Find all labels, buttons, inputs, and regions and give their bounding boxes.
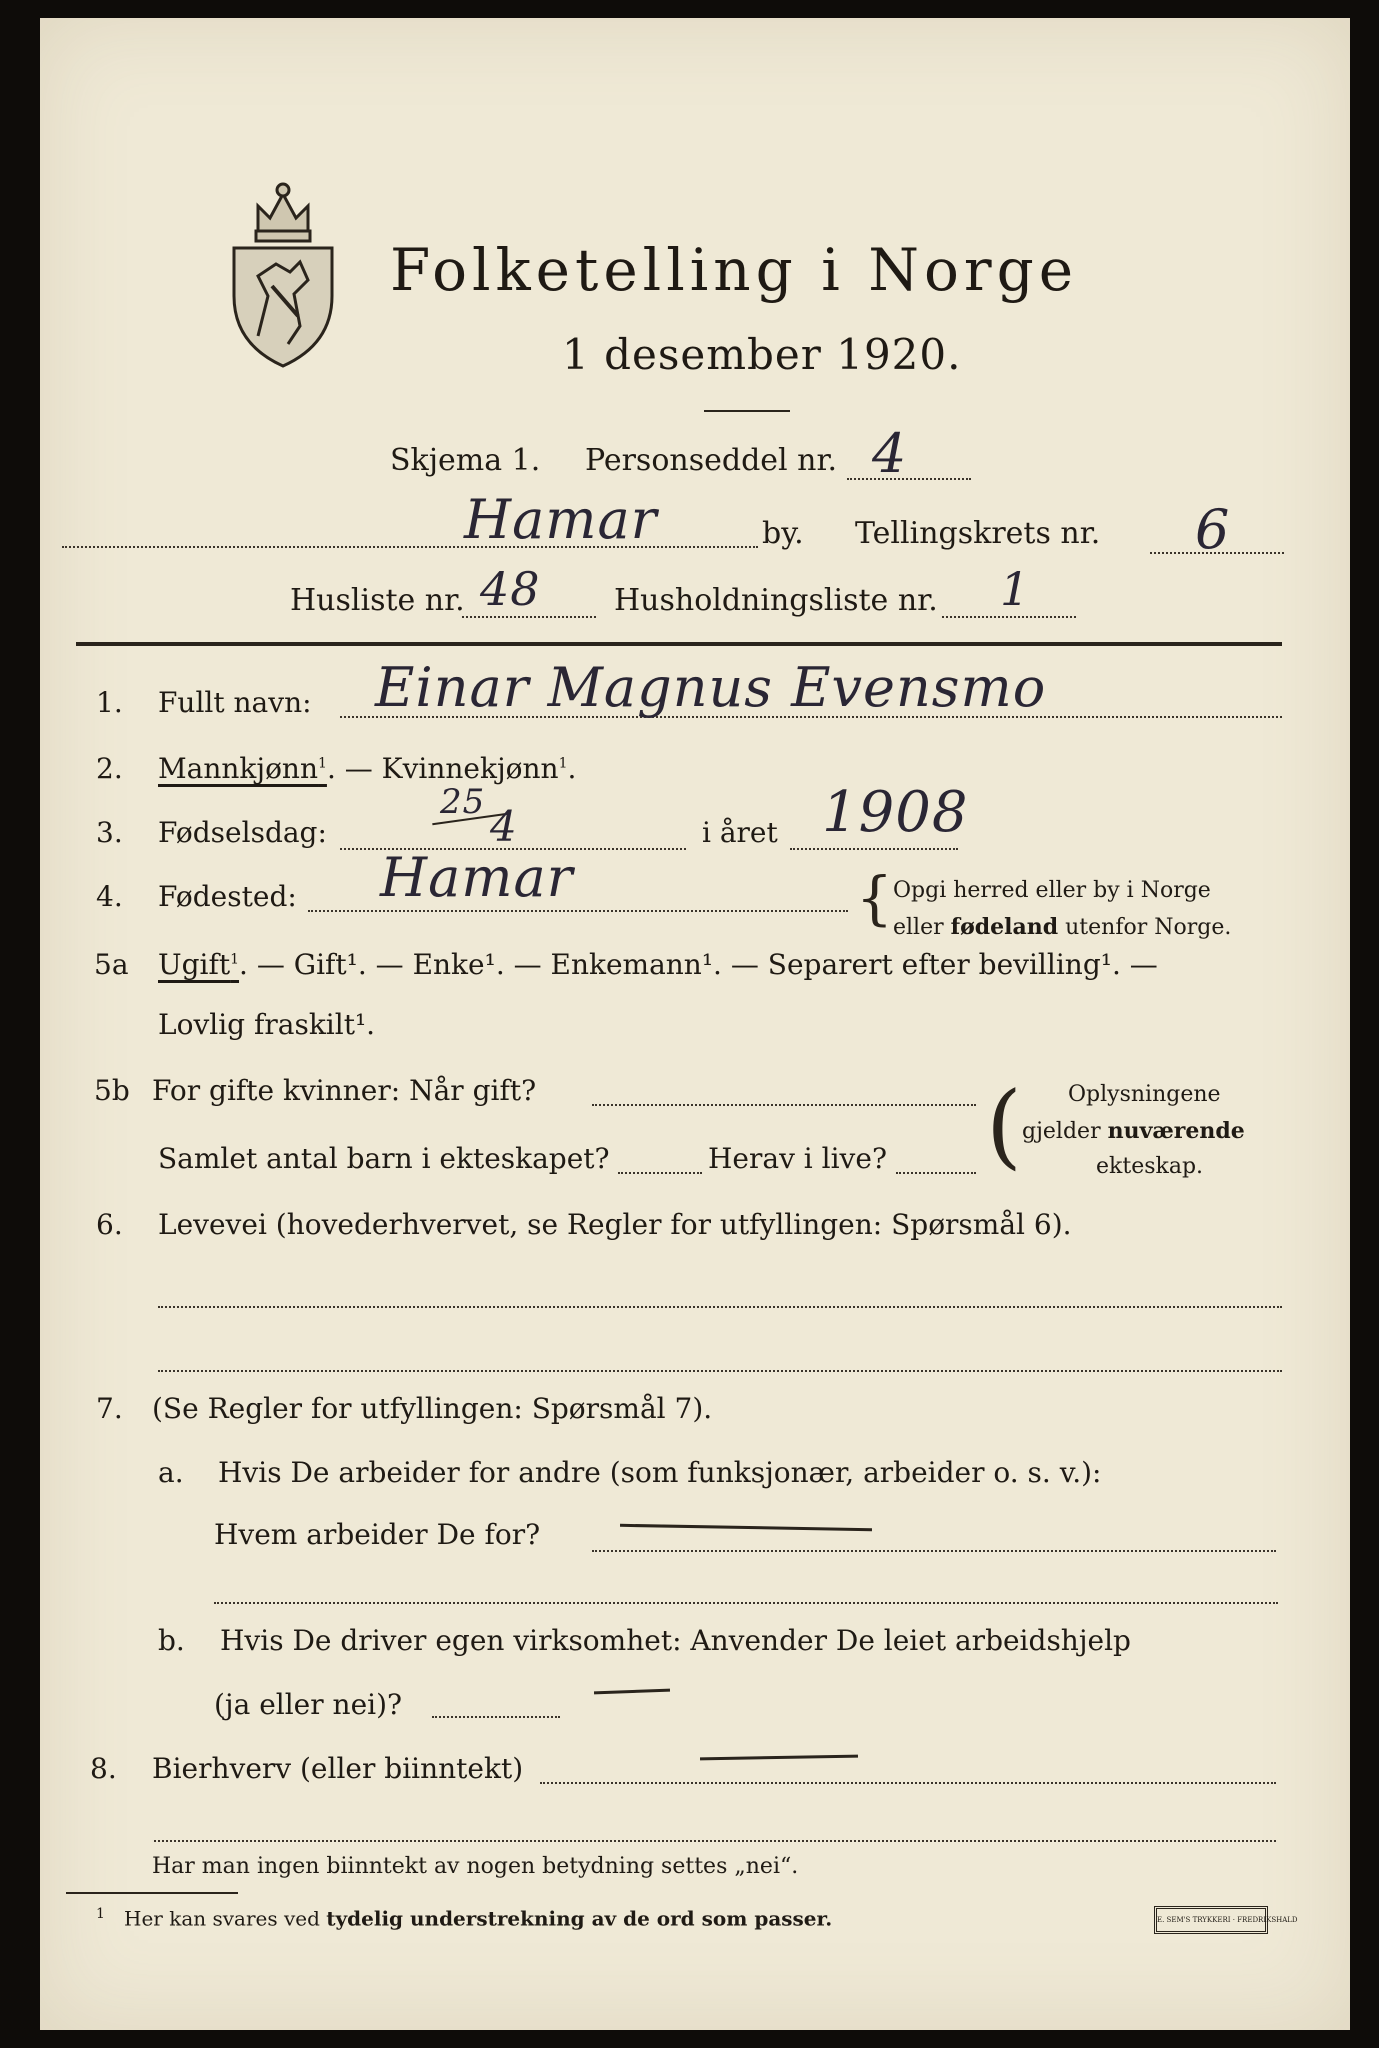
q7a-line-2: Hvem arbeider De for? bbox=[214, 1518, 541, 1551]
year-label: i året bbox=[702, 816, 778, 849]
footnote: $^1$ Her kan svares ved tydelig understrekning av de ord som passer. bbox=[96, 1906, 833, 1931]
by-value[interactable]: Hamar bbox=[464, 488, 658, 551]
q5b-children-line bbox=[618, 1172, 702, 1174]
q5a-other-options[interactable]: . — Gift¹. — Enke¹. — Enkemann¹. — Separert efter bevilling¹. — bbox=[239, 948, 1158, 981]
tellingskrets-value[interactable]: 6 bbox=[1195, 498, 1231, 561]
q6-number: 6. bbox=[96, 1208, 123, 1241]
q4-note-2: eller fødeland utenfor Norge. bbox=[893, 914, 1232, 940]
q5b-note-2: gjelder nuværende bbox=[1022, 1118, 1245, 1144]
husholdning-value[interactable]: 1 bbox=[1000, 562, 1031, 616]
personseddel-value[interactable]: 4 bbox=[872, 422, 908, 485]
census-date: 1 desember 1920. bbox=[562, 330, 962, 379]
q8-number: 8. bbox=[90, 1752, 117, 1785]
tellingskrets-label: Tellingskrets nr. bbox=[855, 516, 1101, 551]
q6-label: Levevei (hovederhvervet, se Regler for utfyllingen: Spørsmål 6). bbox=[158, 1208, 1072, 1241]
q5a-options bbox=[158, 948, 1158, 981]
title-divider bbox=[704, 410, 790, 412]
q6-line-1 bbox=[158, 1306, 1282, 1308]
q5b-alive-line bbox=[896, 1172, 976, 1174]
husholdning-label: Husholdningsliste nr. bbox=[614, 583, 938, 618]
q3-label: Fødselsdag: bbox=[158, 816, 327, 849]
q4-note-1: Opgi herred eller by i Norge bbox=[893, 878, 1211, 903]
footnote-divider bbox=[66, 1892, 238, 1894]
q5b-label-3: Herav i live? bbox=[708, 1142, 887, 1175]
printer-stamp: E. SEM'S TRYKKERI · FREDRIKSHALD bbox=[1154, 1906, 1268, 1934]
q7a-line-1: Hvis De arbeider for andre (som funksjonær, arbeider o. s. v.): bbox=[218, 1456, 1102, 1489]
q6-line-2 bbox=[158, 1370, 1282, 1372]
birthplace-value[interactable]: Hamar bbox=[380, 846, 574, 909]
q8-line-2 bbox=[154, 1840, 1276, 1842]
q7-label: (Se Regler for utfyllingen: Spørsmål 7). bbox=[152, 1392, 713, 1425]
q5b-label-1: For gifte kvinner: Når gift? bbox=[152, 1074, 537, 1107]
q5b-brace: ( bbox=[986, 1072, 1022, 1179]
form-title: Folketelling i Norge bbox=[390, 236, 1079, 304]
q7b-answer-line bbox=[432, 1716, 560, 1718]
personseddel-label: Personseddel nr. bbox=[585, 443, 838, 478]
option-mannkjonn[interactable]: Mannkjønn$^1$ bbox=[158, 752, 327, 785]
birth-day-value[interactable]: 25 bbox=[440, 782, 486, 822]
q7a-employer-line bbox=[592, 1550, 1276, 1552]
q7a-letter: a. bbox=[158, 1456, 184, 1489]
q4-label: Fødested: bbox=[158, 880, 297, 913]
full-name-value[interactable]: Einar Magnus Evensmo bbox=[375, 656, 1047, 719]
q4-line bbox=[308, 910, 848, 912]
q5b-note-3: ekteskap. bbox=[1096, 1154, 1204, 1179]
husliste-line bbox=[462, 616, 596, 618]
biinntekt-note: Har man ingen biinntekt av nogen betydning settes „nei“. bbox=[152, 1854, 799, 1879]
coat-of-arms-icon bbox=[228, 176, 338, 372]
husliste-value[interactable]: 48 bbox=[480, 562, 541, 616]
q5a-number: 5a bbox=[94, 948, 129, 981]
q4-brace: { bbox=[856, 864, 893, 932]
skjema-label: Skjema 1. bbox=[390, 443, 541, 478]
birth-year-value[interactable]: 1908 bbox=[822, 780, 969, 845]
q5b-note-1: Oplysningene bbox=[1068, 1082, 1221, 1107]
birth-month-value[interactable]: 4 bbox=[490, 802, 518, 851]
q1-number: 1. bbox=[96, 686, 123, 719]
option-lovlig-fraskilt[interactable]: Lovlig fraskilt¹. bbox=[158, 1008, 376, 1041]
husholdning-line bbox=[942, 616, 1076, 618]
q3-number: 3. bbox=[96, 816, 123, 849]
q5b-number: 5b bbox=[94, 1074, 130, 1107]
by-label: by. bbox=[762, 516, 804, 551]
option-kvinnekjonn[interactable]: Kvinnekjønn$^1$ bbox=[381, 752, 568, 785]
q4-number: 4. bbox=[96, 880, 123, 913]
q2-options: Mannkjønn$^1$. — Kvinnekjønn$^1$. bbox=[158, 752, 577, 785]
q1-label: Fullt navn: bbox=[158, 686, 312, 719]
q5b-label-2: Samlet antal barn i ekteskapet? bbox=[158, 1142, 610, 1175]
q2-number: 2. bbox=[96, 752, 123, 785]
q5b-married-line bbox=[592, 1104, 976, 1106]
husliste-label: Husliste nr. bbox=[290, 583, 465, 618]
q7-number: 7. bbox=[96, 1392, 123, 1425]
header-divider bbox=[76, 642, 1282, 646]
q7b-line-2: (ja eller nei)? bbox=[214, 1688, 403, 1721]
q3-year-line bbox=[790, 848, 958, 850]
q8-label: Bierhverv (eller biinntekt) bbox=[152, 1752, 524, 1785]
q7a-line-3 bbox=[214, 1602, 1278, 1604]
personseddel-line bbox=[847, 478, 971, 480]
q7b-line-1: Hvis De driver egen virksomhet: Anvender De leiet arbeidshjelp bbox=[220, 1624, 1131, 1657]
q7b-letter: b. bbox=[158, 1624, 185, 1657]
q8-line-1 bbox=[540, 1782, 1276, 1784]
footnote-marker: 1 bbox=[96, 1906, 105, 1922]
option-ugift[interactable]: Ugift$^1$ bbox=[158, 948, 240, 981]
